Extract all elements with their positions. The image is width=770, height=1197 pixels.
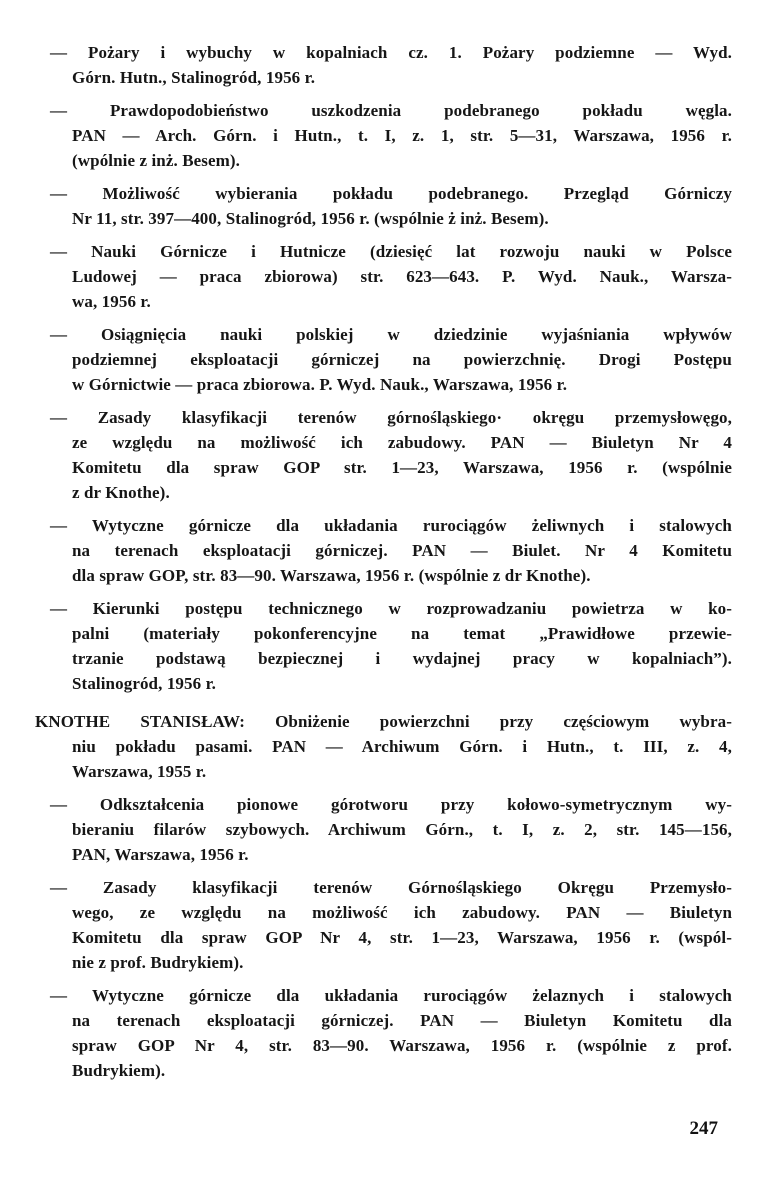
entry-line: PAN, Warszawa, 1956 r. (72, 845, 249, 864)
entry-line: palni (materiały pokonferencyjne na temat „Prawidłowe przewie- (72, 624, 732, 643)
entry-line: — Zasady klasyfikacji terenów górnośląskiego· okręgu przemysłowęgo, (50, 408, 732, 427)
entry-line: trzanie podstawą bezpiecznej i wydajnej pracy w kopalniach”). (72, 649, 732, 668)
page-number: 247 (689, 1118, 718, 1139)
entry-line: Komitetu dla spraw GOP str. 1—23, Warszawa, 1956 r. (wspólnie (72, 458, 732, 477)
bibliography-entry (35, 322, 732, 397)
entry-line: — Prawdopodobieństwo uszkodzenia podebranego pokładu węgla. (50, 101, 732, 120)
bibliography-entry (35, 239, 732, 314)
entry-line: (wpólnie z inż. Besem). (72, 151, 241, 170)
entry-line: Warszawa, 1955 r. (72, 762, 207, 781)
entry-line: KNOTHE STANISŁAW: Obniżenie powierzchni przy częściowym wybra- (35, 712, 732, 731)
bibliography-entry (35, 181, 732, 231)
entry-line: wego, ze względu na możliwość ich zabudowy. PAN — Biuletyn (72, 903, 732, 922)
entry-line: Komitetu dla spraw GOP Nr 4, str. 1—23, Warszawa, 1956 r. (wspól- (72, 928, 732, 947)
bibliography-entry (35, 405, 732, 505)
bibliography-entry (35, 513, 732, 588)
bibliography-entry (35, 98, 732, 173)
entry-line: na terenach eksploatacji górniczej. PAN — Biulet. Nr 4 Komitetu (72, 541, 732, 560)
entry-line: PAN — Arch. Górn. i Hutn., t. I, z. 1, str. 5—31, Warszawa, 1956 r. (72, 126, 732, 145)
bibliography-list (35, 40, 732, 1091)
entry-line: Ludowej — praca zbiorowa) str. 623—643. P. Wyd. Nauk., Warsza- (72, 267, 732, 286)
entry-line: ze względu na możliwość ich zabudowy. PAN — Biuletyn Nr 4 (72, 433, 732, 452)
entry-line: Górn. Hutn., Stalinogród, 1956 r. (72, 68, 316, 87)
entry-line: — Osiągnięcia nauki polskiej w dziedzinie wyjaśniania wpływów (50, 325, 732, 344)
bibliography-entry (35, 875, 732, 975)
bibliography-author-entry (35, 709, 732, 784)
entry-line: — Pożary i wybuchy w kopalniach cz. 1. Pożary podziemne — Wyd. (50, 43, 732, 62)
bibliography-entry (35, 792, 732, 867)
entry-line: niu pokładu pasami. PAN — Archiwum Górn. i Hutn., t. III, z. 4, (72, 737, 732, 756)
bibliography-entry (35, 40, 732, 90)
entry-line: dla spraw GOP, str. 83—90. Warszawa, 1956 r. (wspólnie z dr Knothe). (72, 566, 591, 585)
entry-line: — Zasady klasyfikacji terenów Górnośląskiego Okręgu Przemysło- (50, 878, 732, 897)
entry-line: — Możliwość wybierania pokładu podebranego. Przegląd Górniczy (50, 184, 732, 203)
entry-line: nie z prof. Budrykiem). (72, 953, 244, 972)
entry-line: Budrykiem). (72, 1061, 166, 1080)
entry-line: — Wytyczne górnicze dla układania rurociągów żelaznych i stalowych (50, 986, 732, 1005)
entry-line: w Górnictwie — praca zbiorowa. P. Wyd. Nauk., Warszawa, 1956 r. (72, 375, 568, 394)
entry-line: bieraniu filarów szybowych. Archiwum Górn., t. I, z. 2, str. 145—156, (72, 820, 732, 839)
entry-line: — Kierunki postępu technicznego w rozprowadzaniu powietrza w ko- (50, 599, 732, 618)
entry-line: Nr 11, str. 397—400, Stalinogród, 1956 r. (wspólnie ż inż. Besem). (72, 209, 549, 228)
entry-line: spraw GOP Nr 4, str. 83—90. Warszawa, 1956 r. (wspólnie z prof. (72, 1036, 732, 1055)
entry-line: Stalinogród, 1956 r. (72, 674, 217, 693)
entry-line: — Nauki Górnicze i Hutnicze (dziesięć lat rozwoju nauki w Polsce (50, 242, 732, 261)
entry-line: podziemnej eksploatacji górniczej na powierzchnię. Drogi Postępu (72, 350, 732, 369)
bibliography-entry (35, 596, 732, 696)
entry-line: — Odkształcenia pionowe górotworu przy kołowo-symetrycznym wy- (50, 795, 732, 814)
entry-line: z dr Knothe). (72, 483, 170, 502)
entry-line: wa, 1956 r. (72, 292, 151, 311)
entry-line: na terenach eksploatacji górniczej. PAN — Biuletyn Komitetu dla (72, 1011, 732, 1030)
entry-line: — Wytyczne górnicze dla układania rurociągów żeliwnych i stalowych (50, 516, 732, 535)
bibliography-entry (35, 983, 732, 1083)
